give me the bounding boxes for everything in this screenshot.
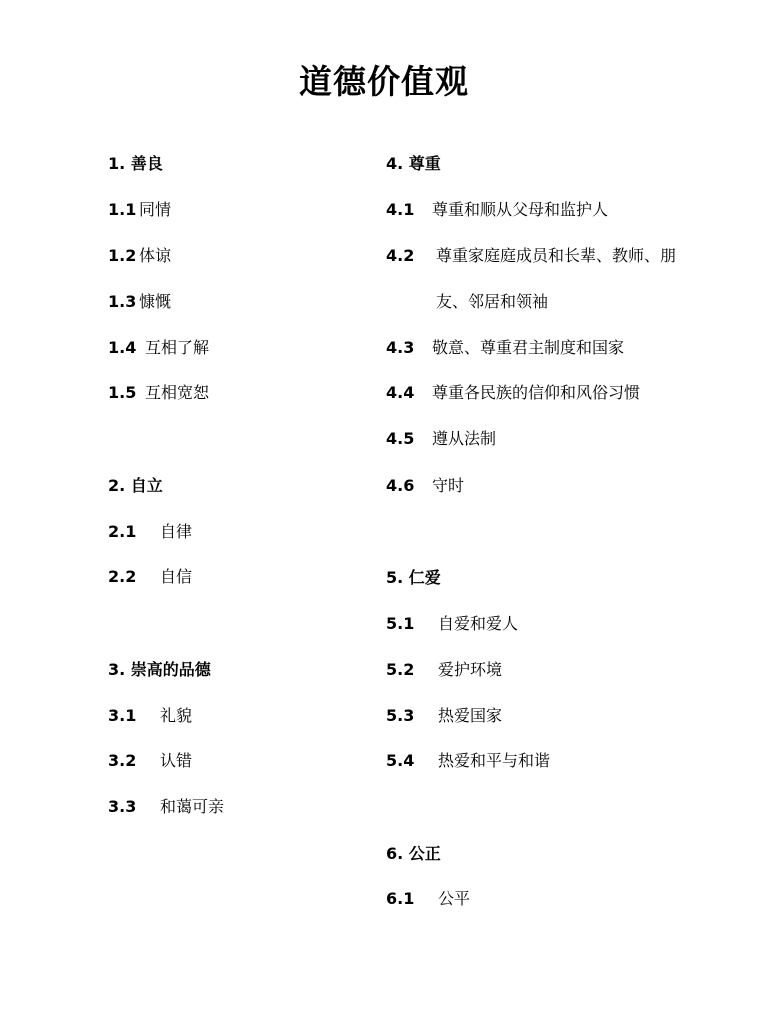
item-number: 3.1 [108, 706, 137, 725]
item-text: 尊重和顺从父母和监护人 [432, 200, 609, 219]
item-number: 4.6 [386, 476, 415, 495]
item-text: 友、邻居和领袖 [436, 292, 549, 311]
item-number: 5.1 [386, 614, 415, 633]
item-text: 互相了解 [145, 338, 210, 357]
section-heading-love: 5. 仁爱 [386, 568, 441, 587]
item-number: 5.3 [386, 706, 415, 725]
item-text: 公平 [438, 889, 471, 908]
item-text: 和蔼可亲 [160, 797, 225, 816]
item-text: 慷慨 [139, 292, 172, 311]
item-number: 3.2 [108, 751, 137, 770]
item-number: 4.2 [386, 246, 415, 265]
item-text: 守时 [432, 476, 465, 495]
item-text: 热爱国家 [438, 706, 503, 725]
item-text: 自信 [160, 567, 193, 586]
section-heading-respect: 4. 尊重 [386, 154, 441, 173]
item-text: 尊重家庭庭成员和长辈、教师、朋 [436, 246, 677, 265]
item-text: 体谅 [139, 246, 172, 265]
item-number: 5.2 [386, 660, 415, 679]
item-number: 5.4 [386, 751, 415, 770]
item-text: 热爱和平与和谐 [438, 751, 551, 770]
section-heading-kindness: 1. 善良 [108, 154, 163, 173]
item-number: 4.5 [386, 429, 415, 448]
item-text: 互相宽恕 [145, 383, 210, 402]
item-number: 1.3 [108, 292, 137, 311]
section-heading-independence: 2. 自立 [108, 476, 163, 495]
item-number: 1.5 [108, 383, 137, 402]
item-text: 认错 [160, 751, 193, 770]
item-number: 4.4 [386, 383, 415, 402]
item-text: 尊重各民族的信仰和风俗习惯 [432, 383, 641, 402]
item-number: 6.1 [386, 889, 415, 908]
item-number: 4.3 [386, 338, 415, 357]
item-text: 自爱和爱人 [438, 614, 519, 633]
item-number: 1.1 [108, 200, 137, 219]
item-number: 3.3 [108, 797, 137, 816]
item-text: 同情 [139, 200, 172, 219]
item-text: 礼貌 [160, 706, 193, 725]
section-heading-justice: 6. 公正 [386, 844, 441, 863]
item-number: 1.2 [108, 246, 137, 265]
section-heading-noble-character: 3. 崇高的品德 [108, 660, 211, 679]
page-title: 道德价值观 [299, 62, 469, 101]
item-text: 遵从法制 [432, 429, 497, 448]
item-text: 敬意、尊重君主制度和国家 [432, 338, 625, 357]
item-number: 4.1 [386, 200, 415, 219]
item-text: 自律 [160, 522, 193, 541]
item-number: 2.2 [108, 567, 137, 586]
item-number: 1.4 [108, 338, 137, 357]
item-text: 爱护环境 [438, 660, 503, 679]
item-number: 2.1 [108, 522, 137, 541]
